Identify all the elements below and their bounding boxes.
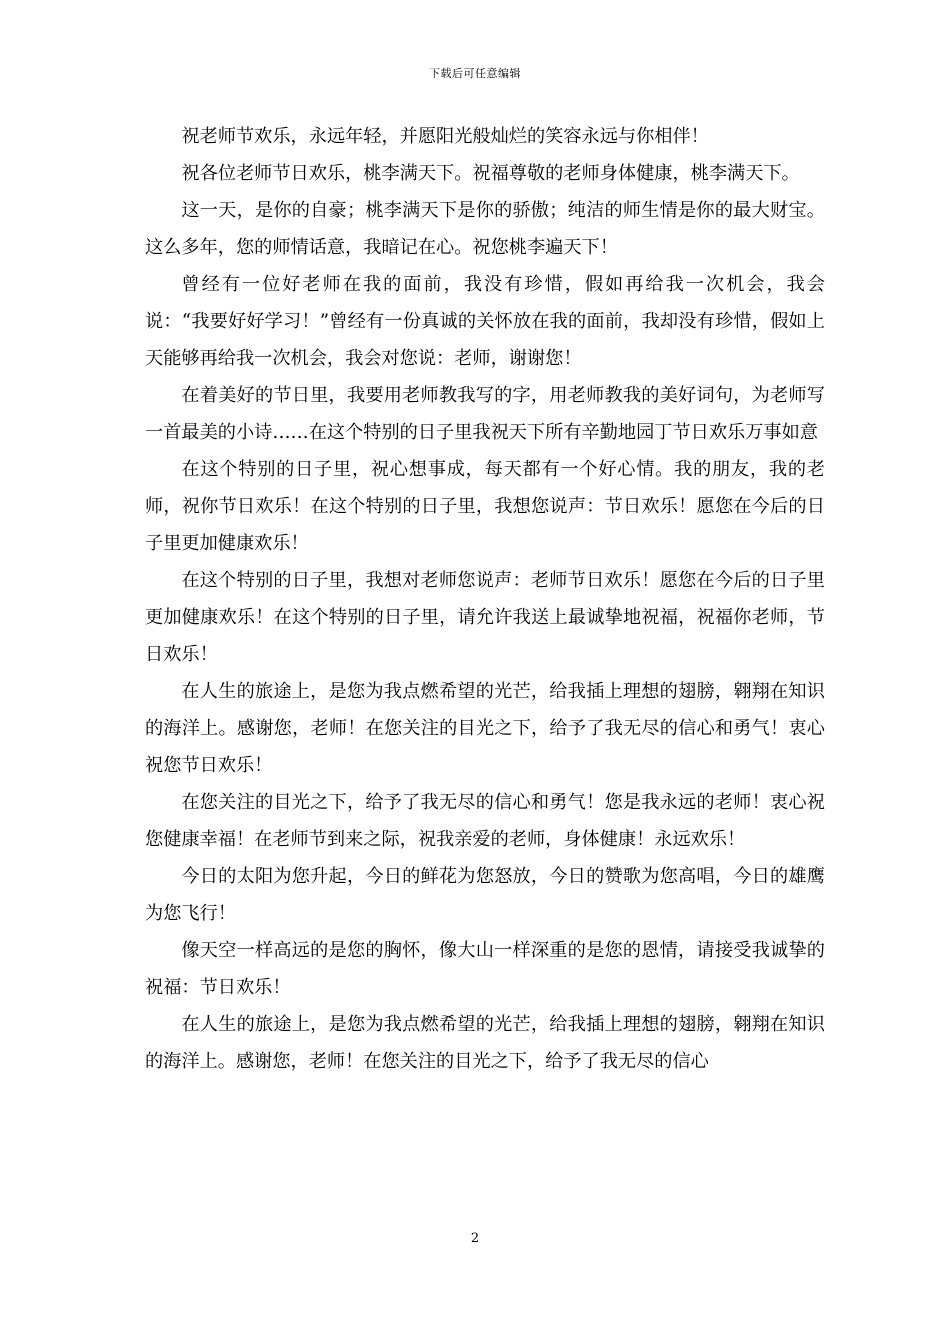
paragraph: 这一天，是你的自豪；桃李满天下是你的骄傲；纯洁的师生情是你的最大财宝。这么多年，您的师情话意，我暗记在心。祝您桃李遍天下！: [145, 200, 825, 258]
paragraph: 在人生的旅途上，是您为我点燃希望的光芒，给我插上理想的翅膀，翱翔在知识的海洋上。感谢您，老师！在您关注的目光之下，给予了我无尽的信心和勇气！衷心祝您节日欢乐！: [145, 681, 825, 776]
paragraph: 在人生的旅途上，是您为我点燃希望的光芒，给我插上理想的翅膀，翱翔在知识的海洋上。感谢您，老师！在您关注的目光之下，给予了我无尽的信心: [145, 1014, 825, 1072]
paragraph: 曾经有一位好老师在我的面前，我没有珍惜，假如再给我一次机会，我会说：“我要好好学习！”曾经有一份真诚的关怀放在我的面前，我却没有珍惜，假如上天能够再给我一次机会，我会对您说：老师，谢谢您！: [145, 274, 825, 369]
paragraph: 在这个特别的日子里，我想对老师您说声：老师节日欢乐！愿您在今后的日子里更加健康欢乐！在这个特别的日子里，请允许我送上最诚挚地祝福，祝福你老师，节日欢乐！: [145, 570, 825, 665]
page-number: 2: [470, 1231, 480, 1246]
page-header: 下载后可任意编辑: [429, 67, 521, 80]
paragraph: 祝老师节欢乐，永远年轻，并愿阳光般灿烂的笑容永远与你相伴！: [181, 126, 709, 147]
paragraph: 像天空一样高远的是您的胸怀，像大山一样深重的是您的恩情，请接受我诚挚的祝福：节日欢乐！: [145, 940, 825, 998]
paragraph: 今日的太阳为您升起，今日的鲜花为您怒放，今日的赞歌为您高唱，今日的雄鹰为您飞行！: [145, 866, 825, 924]
paragraph: 祝各位老师节日欢乐，桃李满天下。祝福尊敬的老师身体健康，桃李满天下。: [181, 163, 800, 184]
paragraph: 在您关注的目光之下，给予了我无尽的信心和勇气！您是我永远的老师！衷心祝您健康幸福！在老师节到来之际，祝我亲爱的老师，身体健康！永远欢乐！: [145, 792, 825, 850]
document-body: [145, 118, 825, 1080]
paragraph: 在着美好的节日里，我要用老师教我写的字，用老师教我的美好词句，为老师写一首最美的小诗……在这个特别的日子里我祝天下所有辛勤地园丁节日欢乐万事如意: [145, 385, 825, 443]
paragraph: 在这个特别的日子里，祝心想事成，每天都有一个好心情。我的朋友，我的老师，祝你节日欢乐！在这个特别的日子里，我想您说声：节日欢乐！愿您在今后的日子里更加健康欢乐！: [145, 459, 825, 554]
